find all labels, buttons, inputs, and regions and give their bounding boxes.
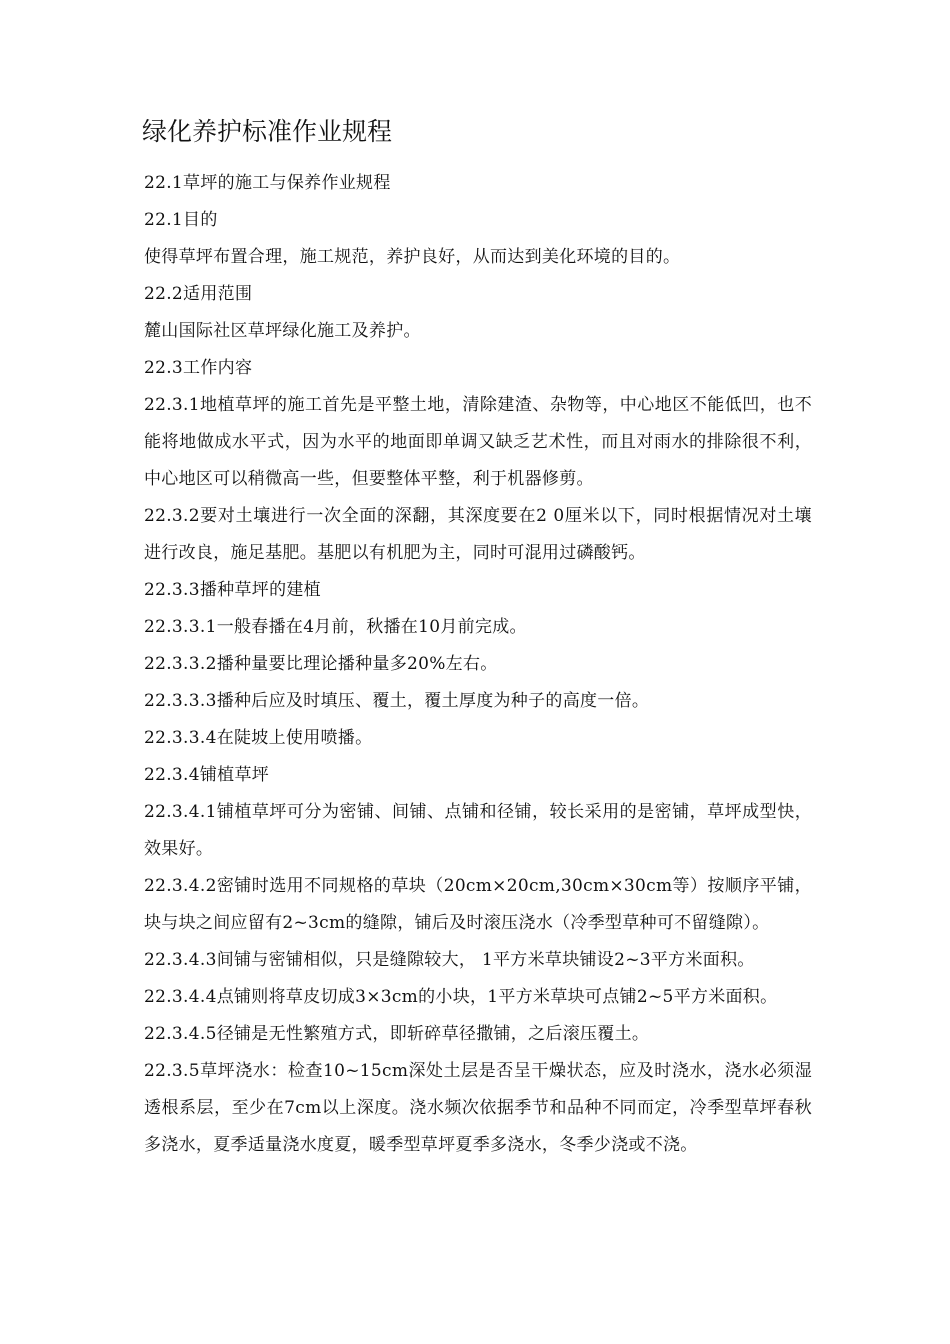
paragraph: 22.3.1地植草坪的施工首先是平整土地，清除建渣、杂物等，中心地区不能低凹，也不能将地做成水平式，因为水平的地面即单调又缺乏艺术性，而且对雨水的排除很不利，中心地区可以稍微高一些，但要整体平整，利于机器修剪。	[144, 395, 812, 489]
list-item: 22.3.4.5径铺是无性繁殖方式，即斩碎草径撒铺，之后滚压覆土。	[144, 1024, 650, 1044]
paragraph: 22.3.2要对土壤进行一次全面的深翻，其深度要在2 0厘米以下，同时根据情况对土壤进行改良，施足基肥。基肥以有机肥为主，同时可混用过磷酸钙。	[144, 506, 812, 563]
section-heading: 22.1草坪的施工与保养作业规程	[144, 173, 391, 193]
subsection-heading: 22.1目的	[144, 210, 218, 230]
document-title: 绿化养护标准作业规程	[142, 117, 393, 146]
list-item: 22.3.4.2密铺时选用不同规格的草块（20cm×20cm,30cm×30cm等）按顺序平铺，块与块之间应留有2~3cm的缝隙，铺后及时滚压浇水（冷季型草种可不留缝隙）。	[144, 876, 812, 933]
document-body	[144, 165, 812, 1164]
subsection-heading: 22.2适用范围	[144, 284, 253, 304]
subsection-heading: 22.3工作内容	[144, 358, 253, 378]
list-item: 22.3.3.4在陡坡上使用喷播。	[144, 728, 373, 748]
list-item: 22.3.4.4点铺则将草皮切成3×3cm的小块，1平方米草块可点铺2~5平方米面积。	[144, 987, 778, 1007]
subsection-heading: 22.3.4铺植草坪	[144, 765, 270, 785]
list-item: 22.3.3.3播种后应及时填压、覆土，覆土厚度为种子的高度一倍。	[144, 691, 650, 711]
list-item: 22.3.4.1铺植草坪可分为密铺、间铺、点铺和径铺，较长采用的是密铺，草坪成型快，效果好。	[144, 802, 812, 859]
paragraph: 使得草坪布置合理，施工规范，养护良好，从而达到美化环境的目的。	[144, 247, 681, 267]
list-item: 22.3.3.1一般春播在4月前，秋播在10月前完成。	[144, 617, 527, 637]
list-item: 22.3.3.2播种量要比理论播种量多20%左右。	[144, 654, 498, 674]
list-item: 22.3.4.3间铺与密铺相似，只是缝隙较大， 1平方米草块铺设2~3平方米面积。	[144, 950, 755, 970]
paragraph: 22.3.5草坪浇水：检查10~15cm深处土层是否呈干燥状态，应及时浇水，浇水必须湿透根系层，至少在7cm以上深度。浇水频次依据季节和品种不同而定，冷季型草坪春秋多浇水，夏季适量浇水度夏，暖季型草坪夏季多浇水，冬季少浇或不浇。	[144, 1061, 812, 1155]
subsection-heading: 22.3.3播种草坪的建植	[144, 580, 321, 600]
paragraph: 麓山国际社区草坪绿化施工及养护。	[144, 321, 421, 341]
